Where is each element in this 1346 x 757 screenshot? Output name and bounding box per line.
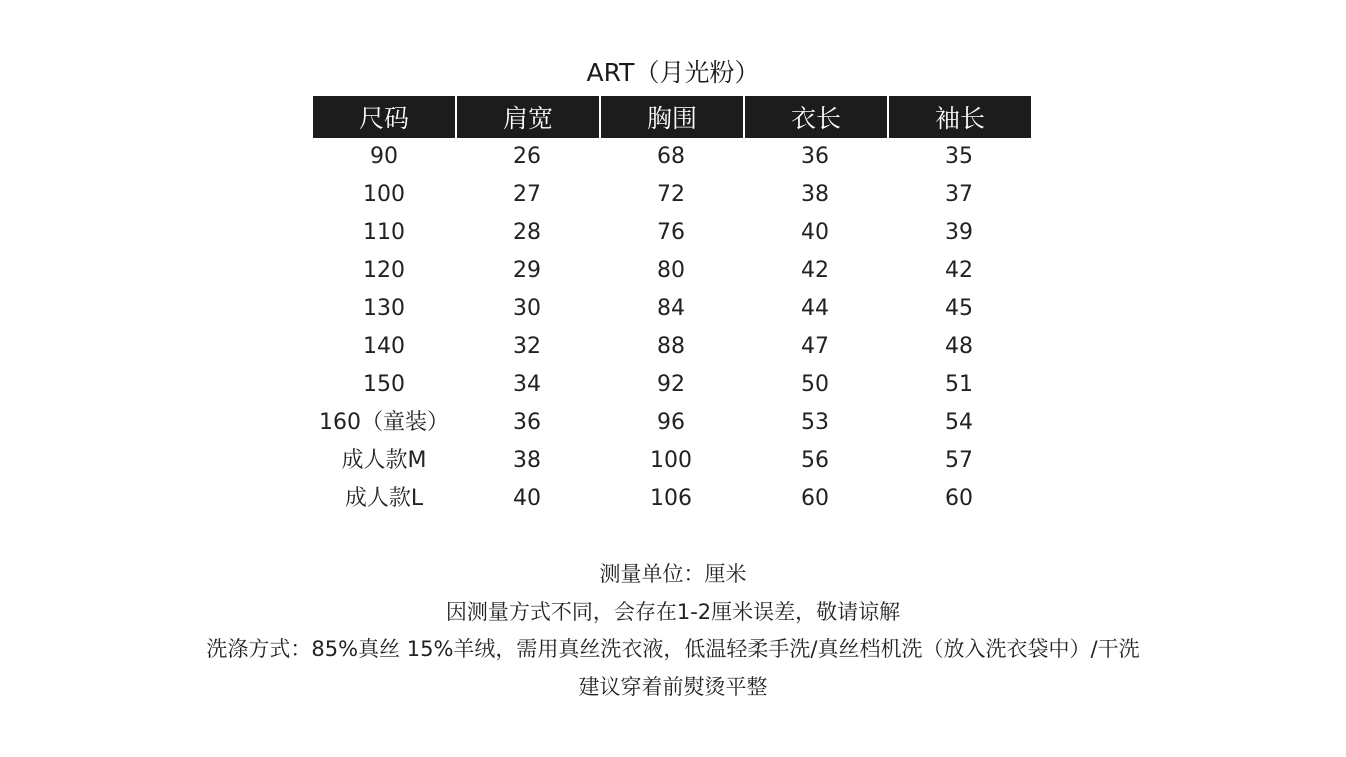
cell-chest: 106 (650, 486, 692, 511)
cell-shoulder-width: 32 (513, 334, 541, 359)
table-row (313, 442, 1031, 480)
cell-length: 42 (801, 258, 829, 283)
cell-chest: 100 (650, 448, 692, 473)
cell-shoulder-width: 29 (513, 258, 541, 283)
cell-chest: 92 (657, 372, 685, 397)
cell-chest: 72 (657, 182, 685, 207)
cell-sleeve-length: 45 (945, 296, 973, 321)
table-row (313, 290, 1031, 328)
cell-shoulder-width: 30 (513, 296, 541, 321)
ironing-advice: 建议穿着前熨烫平整 (578, 674, 768, 699)
cell-length: 53 (801, 410, 829, 435)
cell-chest: 80 (657, 258, 685, 283)
cell-shoulder-width: 26 (513, 144, 541, 169)
cell-shoulder-width: 34 (513, 372, 541, 397)
cell-length: 60 (801, 486, 829, 511)
cell-chest: 88 (657, 334, 685, 359)
header-length: 衣长 (743, 96, 887, 138)
measurement-error-note: 因测量方式不同，会存在1-2厘米误差，敬请谅解 (445, 599, 901, 624)
table-row (313, 328, 1031, 366)
cell-size: 成人款M (341, 448, 427, 473)
cell-length: 50 (801, 372, 829, 397)
header-shoulder-width: 肩宽 (455, 96, 599, 138)
cell-chest: 96 (657, 410, 685, 435)
cell-shoulder-width: 28 (513, 220, 541, 245)
cell-size: 140 (363, 334, 405, 359)
cell-length: 38 (801, 182, 829, 207)
table-row (313, 214, 1031, 252)
page-title: ART（月光粉） (586, 58, 760, 87)
cell-size: 成人款L (344, 486, 424, 511)
header-chest: 胸围 (599, 96, 743, 138)
cell-length: 40 (801, 220, 829, 245)
cell-sleeve-length: 37 (945, 182, 973, 207)
cell-shoulder-width: 36 (513, 410, 541, 435)
table-row (313, 252, 1031, 290)
cell-size: 90 (370, 144, 398, 169)
cell-size: 130 (363, 296, 405, 321)
cell-chest: 68 (657, 144, 685, 169)
size-chart-table (313, 96, 1031, 518)
cell-sleeve-length: 48 (945, 334, 973, 359)
notes-section (0, 556, 1346, 706)
cell-size: 100 (363, 182, 405, 207)
cell-sleeve-length: 57 (945, 448, 973, 473)
cell-chest: 76 (657, 220, 685, 245)
cell-sleeve-length: 60 (945, 486, 973, 511)
measurement-unit-note: 测量单位：厘米 (599, 562, 747, 586)
cell-shoulder-width: 38 (513, 448, 541, 473)
header-size: 尺码 (313, 96, 455, 138)
cell-sleeve-length: 51 (945, 372, 973, 397)
cell-sleeve-length: 35 (945, 144, 973, 169)
cell-size: 160（童装） (319, 410, 449, 435)
table-row (313, 138, 1031, 176)
cell-length: 47 (801, 334, 829, 359)
cell-sleeve-length: 42 (945, 258, 973, 283)
cell-size: 150 (363, 372, 405, 397)
cell-length: 44 (801, 296, 829, 321)
header-sleeve-length: 袖长 (887, 96, 1031, 138)
table-header-row (313, 96, 1031, 138)
cell-size: 120 (363, 258, 405, 283)
cell-length: 36 (801, 144, 829, 169)
table-row (313, 366, 1031, 404)
washing-instructions: 洗涤方式：85%真丝 15%羊绒，需用真丝洗衣液，低温轻柔手洗/真丝档机洗（放入洗衣袋中）/干洗 (206, 637, 1140, 661)
cell-size: 110 (363, 220, 405, 245)
cell-sleeve-length: 54 (945, 410, 973, 435)
table-row (313, 176, 1031, 214)
cell-shoulder-width: 27 (513, 182, 541, 207)
table-row (313, 404, 1031, 442)
cell-length: 56 (801, 448, 829, 473)
cell-sleeve-length: 39 (945, 220, 973, 245)
table-row (313, 480, 1031, 518)
cell-chest: 84 (657, 296, 685, 321)
cell-shoulder-width: 40 (513, 486, 541, 511)
